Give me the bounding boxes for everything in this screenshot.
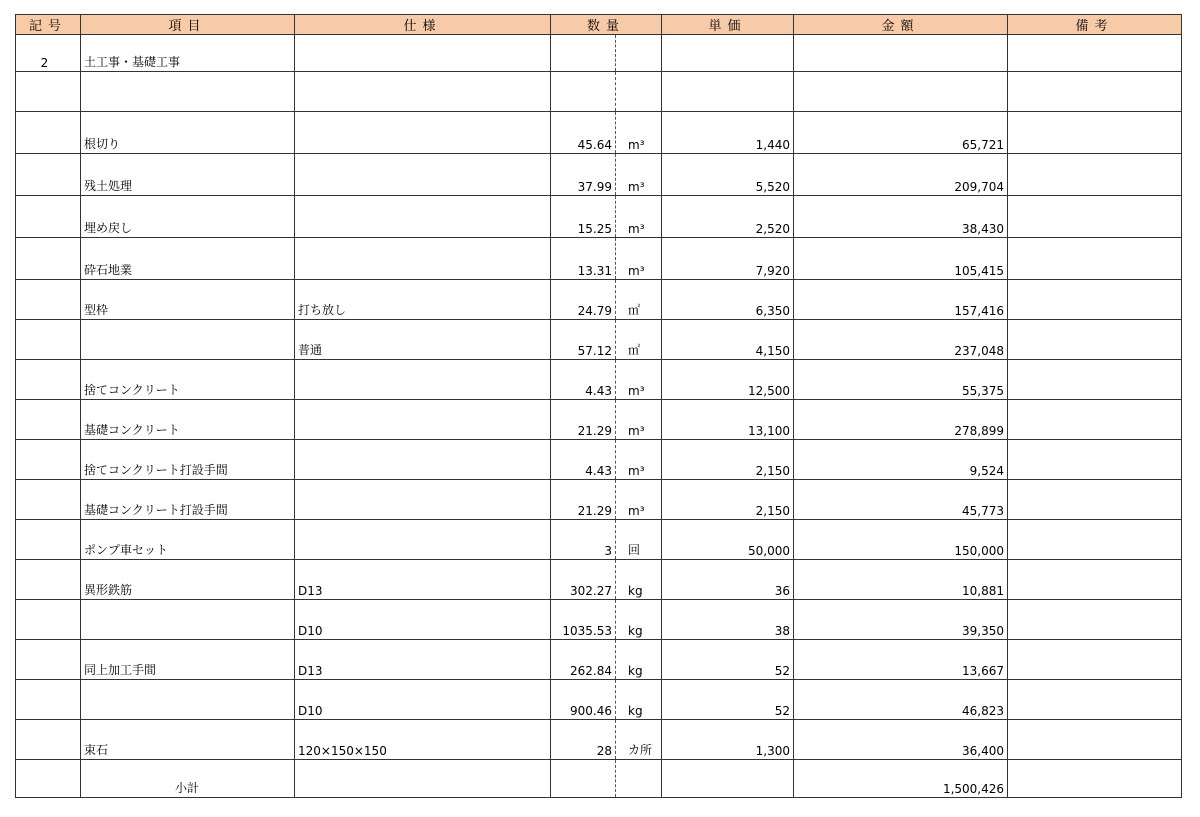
- cell-spec: 普通: [295, 320, 551, 360]
- cell-qty: 57.12: [551, 320, 616, 360]
- cell-unit: kg: [616, 600, 662, 640]
- cell-amount: 55,375: [794, 360, 1008, 400]
- cell-note: [1008, 196, 1182, 238]
- cell-price: 52: [662, 640, 794, 680]
- table-row: [16, 280, 1182, 320]
- cell-spec: D10: [295, 680, 551, 720]
- subtotal-row: [16, 760, 1182, 798]
- cell-amount: 105,415: [794, 238, 1008, 280]
- cell-unit: 回: [616, 520, 662, 560]
- cell-unit: カ所: [616, 720, 662, 760]
- cell-unit: m³: [616, 112, 662, 154]
- cell-spec: [295, 238, 551, 280]
- cell-item: 捨てコンクリート: [81, 360, 295, 400]
- cell-price: 7,920: [662, 238, 794, 280]
- cell-item: 同上加工手間: [81, 640, 295, 680]
- cell-unit: [616, 760, 662, 798]
- cell-qty: 15.25: [551, 196, 616, 238]
- table-row: [16, 238, 1182, 280]
- cell-note: [1008, 400, 1182, 440]
- cell-amount: 45,773: [794, 480, 1008, 520]
- cell-price: 36: [662, 560, 794, 600]
- cell-code: [16, 112, 81, 154]
- cell-qty: 4.43: [551, 360, 616, 400]
- cell-code: [16, 154, 81, 196]
- cell-price: 1,440: [662, 112, 794, 154]
- cell-note: [1008, 238, 1182, 280]
- cell-note: [1008, 320, 1182, 360]
- cell-note: [1008, 680, 1182, 720]
- table-row: [16, 360, 1182, 400]
- cell-note: [1008, 360, 1182, 400]
- cell-code: [16, 640, 81, 680]
- cell-spec: [295, 196, 551, 238]
- header-item: 項目: [81, 15, 295, 35]
- table-row: [16, 680, 1182, 720]
- cell-spec: [295, 154, 551, 196]
- cell-code: [16, 760, 81, 798]
- cell-code: [16, 520, 81, 560]
- cell-price: 1,300: [662, 720, 794, 760]
- cell-amount: 38,430: [794, 196, 1008, 238]
- cell-item: 埋め戻し: [81, 196, 295, 238]
- cell-note: [1008, 600, 1182, 640]
- cell-price: 13,100: [662, 400, 794, 440]
- cell-qty: [551, 35, 616, 72]
- cell-note: [1008, 480, 1182, 520]
- cell-price: 52: [662, 680, 794, 720]
- cell-qty: 3: [551, 520, 616, 560]
- cell-spec: [295, 480, 551, 520]
- table-row: [16, 600, 1182, 640]
- table-row: [16, 560, 1182, 600]
- cell-price: 2,520: [662, 196, 794, 238]
- cell-item: 基礎コンクリート: [81, 400, 295, 440]
- cell-code: [16, 320, 81, 360]
- cell-amount: 46,823: [794, 680, 1008, 720]
- cell-qty: 13.31: [551, 238, 616, 280]
- cell-unit: m³: [616, 360, 662, 400]
- subtotal-label: 小計: [81, 760, 295, 798]
- section-code: 2: [16, 35, 81, 72]
- cell-unit: ㎡: [616, 280, 662, 320]
- cell-code: [16, 600, 81, 640]
- table-row: [16, 112, 1182, 154]
- cell-spec: [295, 72, 551, 112]
- cell-code: [16, 238, 81, 280]
- cell-item: 異形鉄筋: [81, 560, 295, 600]
- table-row: [16, 440, 1182, 480]
- subtotal-amount: 1,500,426: [794, 760, 1008, 798]
- cell-code: [16, 440, 81, 480]
- cell-price: [662, 760, 794, 798]
- cell-spec: [295, 440, 551, 480]
- cell-price: 50,000: [662, 520, 794, 560]
- table-row: [16, 196, 1182, 238]
- cell-code: [16, 280, 81, 320]
- cell-item: 砕石地業: [81, 238, 295, 280]
- cell-amount: 157,416: [794, 280, 1008, 320]
- cell-unit: m³: [616, 440, 662, 480]
- cell-price: 2,150: [662, 440, 794, 480]
- cell-code: [16, 196, 81, 238]
- cell-spec: D13: [295, 640, 551, 680]
- cell-amount: 13,667: [794, 640, 1008, 680]
- cell-note: [1008, 560, 1182, 600]
- estimate-table: [15, 14, 1182, 798]
- cell-item: [81, 72, 295, 112]
- cell-spec: [295, 360, 551, 400]
- cell-item: 束石: [81, 720, 295, 760]
- section-row: [16, 35, 1182, 72]
- cell-qty: [551, 760, 616, 798]
- cell-unit: m³: [616, 196, 662, 238]
- header-amount: 金額: [794, 15, 1008, 35]
- cell-price: 2,150: [662, 480, 794, 520]
- cell-amount: [794, 35, 1008, 72]
- cell-item: 型枠: [81, 280, 295, 320]
- table-row: [16, 320, 1182, 360]
- table-row: [16, 480, 1182, 520]
- cell-note: [1008, 280, 1182, 320]
- cell-amount: [794, 72, 1008, 112]
- cell-qty: 45.64: [551, 112, 616, 154]
- cell-spec: [295, 760, 551, 798]
- cell-qty: 900.46: [551, 680, 616, 720]
- header-qty: 数量: [551, 15, 662, 35]
- cell-price: 38: [662, 600, 794, 640]
- cell-qty: 21.29: [551, 480, 616, 520]
- cell-item: 残土処理: [81, 154, 295, 196]
- cell-spec: [295, 112, 551, 154]
- cell-item: 捨てコンクリート打設手間: [81, 440, 295, 480]
- cell-item: 基礎コンクリート打設手間: [81, 480, 295, 520]
- cell-qty: 4.43: [551, 440, 616, 480]
- cell-item: [81, 600, 295, 640]
- cell-code: [16, 720, 81, 760]
- cell-amount: 150,000: [794, 520, 1008, 560]
- cell-note: [1008, 720, 1182, 760]
- cell-spec: 打ち放し: [295, 280, 551, 320]
- cell-note: [1008, 640, 1182, 680]
- cell-amount: 39,350: [794, 600, 1008, 640]
- cell-spec: 120×150×150: [295, 720, 551, 760]
- cell-spec: D10: [295, 600, 551, 640]
- cell-amount: 65,721: [794, 112, 1008, 154]
- cell-qty: 28: [551, 720, 616, 760]
- cell-spec: D13: [295, 560, 551, 600]
- cell-note: [1008, 112, 1182, 154]
- cell-code: [16, 680, 81, 720]
- cell-amount: 237,048: [794, 320, 1008, 360]
- cell-unit: kg: [616, 640, 662, 680]
- cell-amount: 9,524: [794, 440, 1008, 480]
- cell-qty: 24.79: [551, 280, 616, 320]
- header-spec: 仕様: [295, 15, 551, 35]
- cell-code: [16, 480, 81, 520]
- cell-unit: [616, 72, 662, 112]
- cell-amount: 10,881: [794, 560, 1008, 600]
- cell-amount: 209,704: [794, 154, 1008, 196]
- section-title: 土工事・基礎工事: [81, 35, 295, 72]
- header-note: 備考: [1008, 15, 1182, 35]
- cell-qty: 21.29: [551, 400, 616, 440]
- cell-item: [81, 320, 295, 360]
- cell-item: [81, 680, 295, 720]
- cell-price: 6,350: [662, 280, 794, 320]
- header-code: 記号: [16, 15, 81, 35]
- cell-price: [662, 72, 794, 112]
- cell-item: ポンプ車セット: [81, 520, 295, 560]
- header-row: [16, 15, 1182, 35]
- cell-unit: m³: [616, 480, 662, 520]
- cell-note: [1008, 35, 1182, 72]
- cell-code: [16, 360, 81, 400]
- cell-price: 4,150: [662, 320, 794, 360]
- cell-code: [16, 560, 81, 600]
- cell-code: [16, 72, 81, 112]
- cell-note: [1008, 760, 1182, 798]
- cell-price: [662, 35, 794, 72]
- cell-spec: [295, 35, 551, 72]
- cell-note: [1008, 154, 1182, 196]
- cell-note: [1008, 520, 1182, 560]
- cell-unit: m³: [616, 400, 662, 440]
- cell-unit: kg: [616, 680, 662, 720]
- cell-unit: [616, 35, 662, 72]
- cell-note: [1008, 440, 1182, 480]
- table-row: [16, 400, 1182, 440]
- cell-qty: 37.99: [551, 154, 616, 196]
- table-row: [16, 640, 1182, 680]
- table-row: [16, 154, 1182, 196]
- cell-amount: 278,899: [794, 400, 1008, 440]
- cell-item: 根切り: [81, 112, 295, 154]
- cell-amount: 36,400: [794, 720, 1008, 760]
- cell-unit: kg: [616, 560, 662, 600]
- cell-spec: [295, 520, 551, 560]
- blank-row: [16, 72, 1182, 112]
- cell-qty: 302.27: [551, 560, 616, 600]
- cell-unit: ㎡: [616, 320, 662, 360]
- cell-qty: 1035.53: [551, 600, 616, 640]
- cell-unit: m³: [616, 238, 662, 280]
- cell-code: [16, 400, 81, 440]
- table-row: [16, 520, 1182, 560]
- cell-price: 12,500: [662, 360, 794, 400]
- table-row: [16, 720, 1182, 760]
- cell-qty: [551, 72, 616, 112]
- cell-spec: [295, 400, 551, 440]
- header-price: 単価: [662, 15, 794, 35]
- cell-note: [1008, 72, 1182, 112]
- cell-unit: m³: [616, 154, 662, 196]
- cell-price: 5,520: [662, 154, 794, 196]
- cell-qty: 262.84: [551, 640, 616, 680]
